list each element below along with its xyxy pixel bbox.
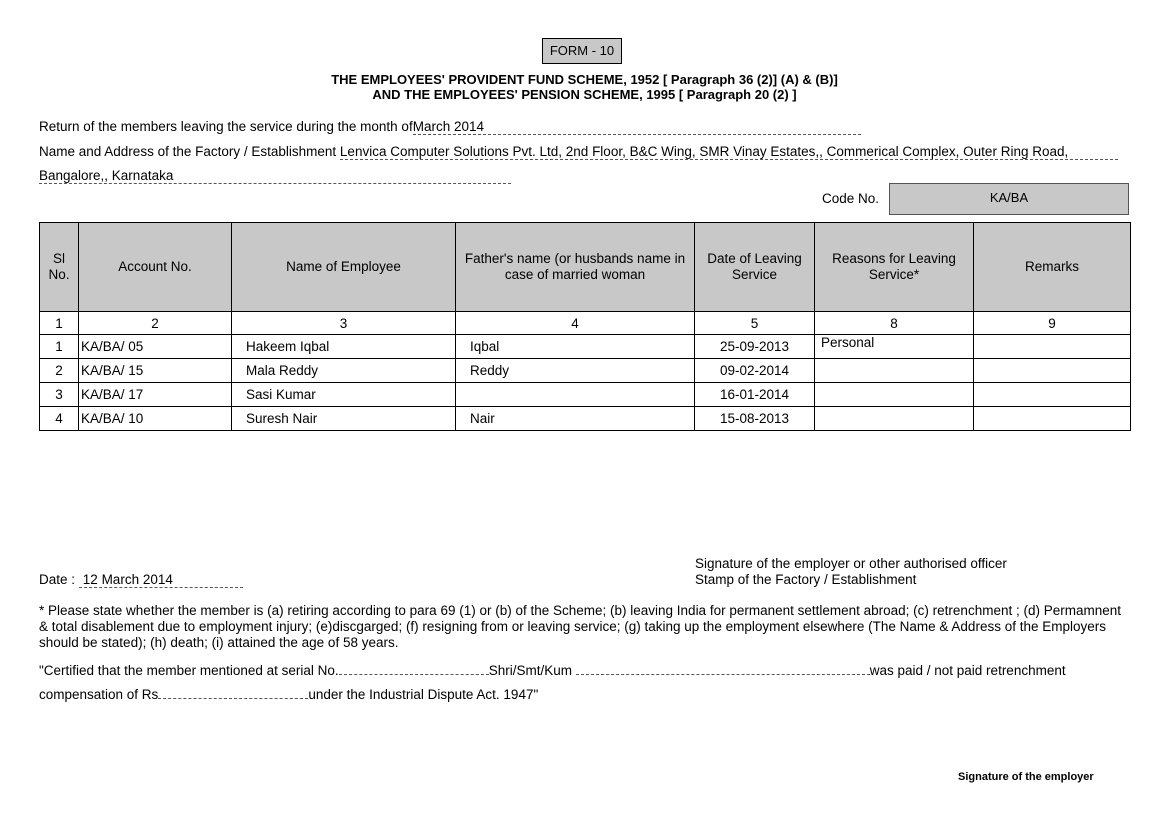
cell-remarks bbox=[974, 335, 1131, 359]
cell-sl: 1 bbox=[40, 335, 79, 359]
code-label: Code No. bbox=[822, 191, 880, 206]
cell-father: Reddy bbox=[456, 359, 695, 383]
column-number-row bbox=[40, 312, 1131, 335]
form-number: FORM - 10 bbox=[542, 38, 622, 64]
header-date-leaving: Date of Leaving Service bbox=[695, 223, 815, 312]
certificate-line1 bbox=[39, 660, 1066, 678]
table-header-row bbox=[40, 223, 1131, 312]
cell-reason bbox=[815, 383, 974, 407]
cell-date: 09-02-2014 bbox=[695, 359, 815, 383]
certificate-part1: "Certified that the member mentioned at serial No. bbox=[39, 663, 339, 678]
certificate-part5: under the Industrial Dispute Act. 1947" bbox=[308, 687, 539, 702]
cell-sl: 3 bbox=[40, 383, 79, 407]
header-account-no: Account No. bbox=[79, 223, 232, 312]
members-table bbox=[39, 222, 1131, 431]
scheme-heading-line1: THE EMPLOYEES' PROVIDENT FUND SCHEME, 1952 [ Paragraph 36 (2)] (A) & (B)] bbox=[331, 72, 838, 87]
cell-remarks bbox=[974, 407, 1131, 431]
cell-name: Mala Reddy bbox=[232, 359, 456, 383]
certificate-part4: compensation of Rs bbox=[39, 687, 159, 702]
header-father-name: Father's name (or husbands name in case of married woman bbox=[456, 223, 695, 312]
cell-date: 15-08-2013 bbox=[695, 407, 815, 431]
cell-reason bbox=[815, 407, 974, 431]
cell-sl: 2 bbox=[40, 359, 79, 383]
cell-reason bbox=[815, 359, 974, 383]
cell-name: Hakeem Iqbal bbox=[232, 335, 456, 359]
date-value: 12 March 2014 bbox=[79, 572, 243, 588]
establishment-row bbox=[39, 144, 1118, 160]
table-row bbox=[40, 383, 1131, 407]
compensation-blank bbox=[158, 684, 308, 699]
scheme-heading-line2: AND THE EMPLOYEES' PENSION SCHEME, 1995 [ Paragraph 20 (2) ] bbox=[372, 87, 797, 102]
column-number: 2 bbox=[79, 312, 232, 335]
table-row bbox=[40, 407, 1131, 431]
cell-remarks bbox=[974, 383, 1131, 407]
column-number: 1 bbox=[40, 312, 79, 335]
cell-account: KA/BA/ 17 bbox=[79, 383, 232, 407]
cell-father bbox=[456, 383, 695, 407]
establishment-label: Name and Address of the Factory / Establishment bbox=[39, 144, 337, 159]
cell-account: KA/BA/ 05 bbox=[79, 335, 232, 359]
certificate-part2: Shri/Smt/Kum bbox=[488, 663, 572, 678]
cell-date: 16-01-2014 bbox=[695, 383, 815, 407]
reasons-footnote: * Please state whether the member is (a) retiring according to para 69 (1) or (b) of the Scheme; (b) leaving India for permanent settlement abroad; (c) retrenchment ; (d) Permamnent & total disablement due to employment injury; (e)discgarged; (f) resigning from or leaving service; (g) taking up the employment elsewhere (The Name & Address of the Employers should be stated); (h) death; (i) attained the age of 58 years. bbox=[39, 603, 1121, 650]
header-sl-no: Sl No. bbox=[40, 223, 79, 312]
date-row bbox=[39, 572, 243, 588]
signature-employer-label: Signature of the employer bbox=[958, 771, 1094, 783]
column-number: 5 bbox=[695, 312, 815, 335]
column-number: 3 bbox=[232, 312, 456, 335]
return-month-value: March 2014 bbox=[413, 119, 861, 135]
cell-father: Iqbal bbox=[456, 335, 695, 359]
return-month-row bbox=[39, 119, 861, 135]
cell-name: Suresh Nair bbox=[232, 407, 456, 431]
header-remarks: Remarks bbox=[974, 223, 1131, 312]
certificate-line2 bbox=[39, 684, 538, 702]
cell-reason: Personal bbox=[815, 335, 974, 359]
cell-date: 25-09-2013 bbox=[695, 335, 815, 359]
header-reasons: Reasons for Leaving Service* bbox=[815, 223, 974, 312]
date-label: Date : bbox=[39, 572, 76, 587]
table-row bbox=[40, 335, 1131, 359]
establishment-address-line2: Bangalore,, Karnataka bbox=[39, 168, 511, 184]
serial-no-blank bbox=[339, 660, 489, 675]
cell-sl: 4 bbox=[40, 407, 79, 431]
cell-remarks bbox=[974, 359, 1131, 383]
cell-name: Sasi Kumar bbox=[232, 383, 456, 407]
signature-officer-label: Signature of the employer or other authorised officer bbox=[695, 556, 1007, 571]
header-name: Name of Employee bbox=[232, 223, 456, 312]
column-number: 4 bbox=[456, 312, 695, 335]
column-number: 9 bbox=[974, 312, 1131, 335]
return-month-label: Return of the members leaving the service during the month of bbox=[39, 119, 413, 134]
member-name-blank bbox=[576, 660, 870, 675]
column-number: 8 bbox=[815, 312, 974, 335]
cell-account: KA/BA/ 15 bbox=[79, 359, 232, 383]
stamp-label: Stamp of the Factory / Establishment bbox=[695, 572, 917, 587]
certificate-part3: was paid / not paid retrenchment bbox=[869, 663, 1066, 678]
cell-account: KA/BA/ 10 bbox=[79, 407, 232, 431]
code-value: KA/BA bbox=[889, 183, 1129, 215]
cell-father: Nair bbox=[456, 407, 695, 431]
table-row bbox=[40, 359, 1131, 383]
establishment-address-line1: Lenvica Computer Solutions Pvt. Ltd, 2nd Floor, B&C Wing, SMR Vinay Estates,, Commerical Complex, Outer Ring Road, bbox=[340, 144, 1118, 160]
